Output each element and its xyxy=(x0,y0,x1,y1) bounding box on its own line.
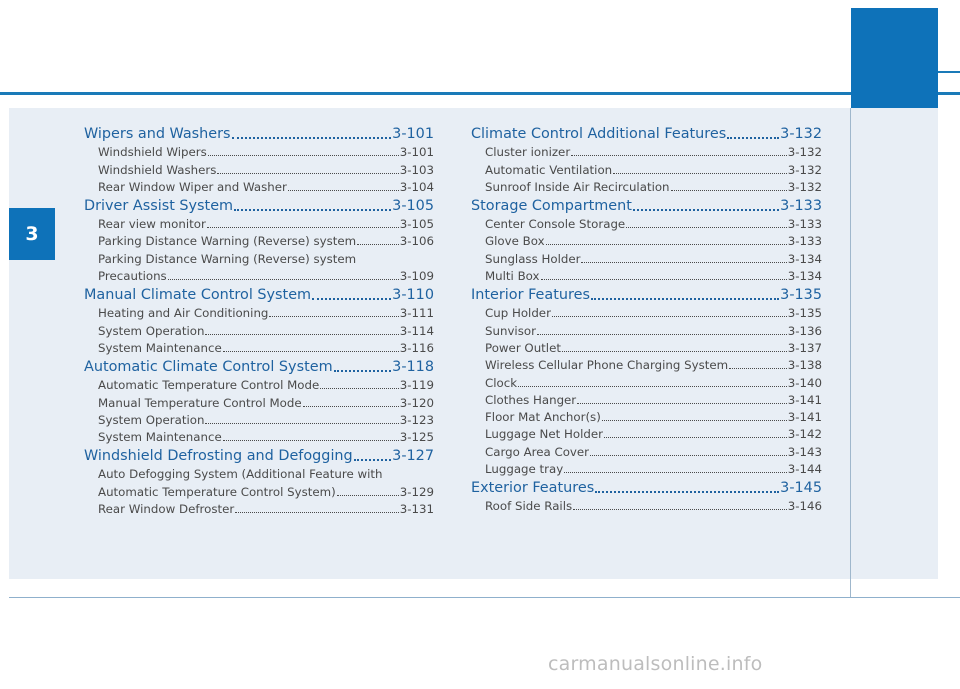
toc-item-title: System Operation xyxy=(98,323,205,338)
toc-item[interactable] xyxy=(84,142,434,159)
leader-dots xyxy=(235,512,399,513)
toc-item[interactable] xyxy=(471,177,822,194)
toc-item[interactable] xyxy=(84,392,434,409)
toc-item-title: Glove Box xyxy=(485,234,545,249)
toc-item-page: 3-129 xyxy=(399,484,434,499)
leader-dots xyxy=(537,334,787,335)
toc-section-title: Driver Assist System xyxy=(84,197,234,214)
toc-item[interactable] xyxy=(84,231,434,248)
leader-dots xyxy=(729,368,787,369)
toc-item[interactable] xyxy=(471,496,822,513)
leader-dots xyxy=(223,351,399,352)
leader-dots xyxy=(602,420,787,421)
toc-item-title: Rear Window Defroster xyxy=(98,502,235,517)
toc-item-page: 3-120 xyxy=(399,395,434,410)
leader-dots xyxy=(223,440,399,441)
toc-right-column xyxy=(471,122,822,513)
leader-dots xyxy=(357,244,399,245)
toc-item-title: Floor Mat Anchor(s) xyxy=(485,410,601,425)
leader-dots xyxy=(671,190,787,191)
toc-item[interactable] xyxy=(471,355,822,372)
toc-item[interactable] xyxy=(471,372,822,389)
toc-item-title: System Maintenance xyxy=(98,340,222,355)
toc-item-page: 3-144 xyxy=(787,462,822,477)
leader-dots xyxy=(518,386,787,387)
toc-section-title: Climate Control Additional Features xyxy=(471,126,727,142)
toc-item-page: 3-106 xyxy=(399,234,434,249)
leader-dots xyxy=(577,403,787,404)
chapter-tab-line xyxy=(938,71,960,73)
toc-item[interactable] xyxy=(471,459,822,476)
toc-item-page: 3-103 xyxy=(399,162,434,177)
leader-dots xyxy=(269,316,398,317)
toc-section[interactable] xyxy=(84,355,434,375)
leader-dots xyxy=(595,491,779,493)
toc-item-title: Heating and Air Conditioning xyxy=(98,306,269,321)
toc-section-page: 3-110 xyxy=(392,287,434,304)
leader-dots xyxy=(312,298,391,300)
toc-item-page: 3-132 xyxy=(787,162,822,177)
toc-item-page: 3-109 xyxy=(399,269,434,284)
leader-dots xyxy=(334,370,392,372)
toc-item-title: Rear Window Wiper and Washer xyxy=(98,179,287,194)
toc-item[interactable] xyxy=(471,303,822,320)
toc-item[interactable] xyxy=(84,214,434,231)
toc-item-title: Automatic Temperature Control Mode xyxy=(98,378,320,393)
toc-item-page: 3-132 xyxy=(787,145,822,160)
toc-item[interactable] xyxy=(471,320,822,337)
leader-dots xyxy=(288,190,399,191)
toc-item-title: Clock xyxy=(485,375,518,390)
toc-item-title: Parking Distance Warning (Reverse) system xyxy=(98,234,357,249)
toc-section-page: 3-101 xyxy=(392,126,434,142)
toc-item[interactable] xyxy=(471,159,822,176)
toc-item[interactable] xyxy=(84,159,434,176)
leader-dots xyxy=(208,155,399,156)
chapter-tab xyxy=(851,8,938,109)
toc-item-page: 3-133 xyxy=(787,234,822,249)
toc-item-page: 3-143 xyxy=(787,444,822,459)
leader-dots xyxy=(633,209,779,211)
toc-item[interactable] xyxy=(84,499,434,516)
toc-item-title: Sunglass Holder xyxy=(485,251,581,266)
toc-item-title: Rear view monitor xyxy=(98,217,206,232)
toc-item[interactable] xyxy=(84,375,434,392)
toc-section[interactable] xyxy=(84,283,434,303)
leader-dots xyxy=(205,423,398,424)
toc-item-page: 3-137 xyxy=(787,340,822,355)
toc-item-title: Cup Holder xyxy=(485,306,551,321)
toc-section-page: 3-118 xyxy=(392,358,434,375)
toc-item[interactable] xyxy=(471,390,822,407)
toc-section-title: Windshield Defrosting and Defogging xyxy=(84,448,353,465)
toc-item-title: Power Outlet xyxy=(485,340,561,355)
toc-item-title: Cluster ionizer xyxy=(485,145,571,160)
toc-item[interactable] xyxy=(471,231,822,248)
leader-dots xyxy=(303,406,399,407)
leader-dots xyxy=(727,137,779,139)
toc-item-page: 3-136 xyxy=(787,323,822,338)
toc-item-page: 3-134 xyxy=(787,251,822,266)
toc-item-page: 3-123 xyxy=(399,412,434,427)
toc-section[interactable] xyxy=(84,444,434,464)
leader-dots xyxy=(590,455,787,456)
toc-item[interactable] xyxy=(471,266,822,283)
toc-section-title: Manual Climate Control System xyxy=(84,287,312,304)
toc-item-page: 3-131 xyxy=(399,502,434,517)
toc-item[interactable] xyxy=(84,303,434,320)
toc-item-title: Clothes Hanger xyxy=(485,392,577,407)
toc-item-page: 3-116 xyxy=(399,340,434,355)
toc-item-page: 3-105 xyxy=(399,217,434,232)
toc-section-page: 3-133 xyxy=(780,197,822,214)
toc-item[interactable] xyxy=(84,427,434,444)
leader-dots xyxy=(168,279,399,280)
toc-item-page: 3-119 xyxy=(399,378,434,393)
toc-section-page: 3-135 xyxy=(780,287,822,304)
toc-item-title: Sunroof Inside Air Recirculation xyxy=(485,179,670,194)
leader-dots xyxy=(562,351,787,352)
toc-item[interactable] xyxy=(84,410,434,427)
toc-item[interactable] xyxy=(84,320,434,337)
leader-dots xyxy=(541,279,787,280)
leader-dots xyxy=(613,173,787,174)
margin-divider xyxy=(850,108,851,598)
leader-dots xyxy=(571,155,787,156)
leader-dots xyxy=(604,437,787,438)
toc-item-title: System Operation xyxy=(98,412,205,427)
toc-item-page: 3-142 xyxy=(787,427,822,442)
toc-item-title: System Maintenance xyxy=(98,430,222,445)
leader-dots xyxy=(207,227,399,228)
leader-dots xyxy=(564,472,786,473)
toc-item-title: Center Console Storage xyxy=(485,217,626,232)
toc-item-title: Luggage tray xyxy=(485,462,564,477)
toc-item[interactable] xyxy=(471,407,822,424)
toc-item[interactable] xyxy=(84,266,434,283)
leader-dots xyxy=(581,262,786,263)
leader-dots xyxy=(354,459,391,461)
toc-section[interactable] xyxy=(471,194,822,214)
toc-section-title: Interior Features xyxy=(471,287,590,304)
toc-section-page: 3-132 xyxy=(780,126,822,142)
leader-dots xyxy=(626,227,787,228)
watermark: carmanualsonline.info xyxy=(548,653,763,675)
toc-item-title: Sunvisor xyxy=(485,323,536,338)
toc-item-title: Automatic Temperature Control System) xyxy=(98,484,336,499)
toc-item-page: 3-114 xyxy=(399,323,434,338)
toc-section[interactable] xyxy=(471,476,822,496)
toc-item[interactable] xyxy=(84,481,434,498)
toc-item-title: Multi Box xyxy=(485,269,540,284)
toc-item-page: 3-104 xyxy=(399,179,434,194)
leader-dots xyxy=(546,244,787,245)
toc-item-page: 3-134 xyxy=(787,269,822,284)
leader-dots xyxy=(591,298,779,300)
toc-section[interactable] xyxy=(471,122,822,142)
toc-item-title: Manual Temperature Control Mode xyxy=(98,395,302,410)
toc-section-title: Exterior Features xyxy=(471,480,595,497)
toc-section[interactable] xyxy=(471,283,822,303)
toc-section-page: 3-145 xyxy=(780,480,822,497)
leader-dots xyxy=(234,209,391,211)
toc-item-page: 3-111 xyxy=(399,306,434,321)
leader-dots xyxy=(337,495,399,496)
top-rule xyxy=(0,92,960,95)
toc-item-title: Cargo Area Cover xyxy=(485,444,590,459)
toc-section-page: 3-105 xyxy=(392,197,434,214)
leader-dots xyxy=(552,316,787,317)
toc-item-page: 3-133 xyxy=(787,217,822,232)
leader-dots xyxy=(320,388,398,389)
toc-item-title: Precautions xyxy=(98,269,167,284)
toc-item-page: 3-141 xyxy=(787,410,822,425)
toc-section-title: Wipers and Washers xyxy=(84,126,231,142)
toc-item[interactable] xyxy=(84,338,434,355)
toc-item-title: Windshield Wipers xyxy=(98,145,207,160)
toc-item-page: 3-146 xyxy=(787,499,822,514)
toc-item-line: Auto Defogging System (Additional Feature with xyxy=(98,467,383,482)
toc-item-page: 3-141 xyxy=(787,392,822,407)
toc-item-line: Parking Distance Warning (Reverse) system xyxy=(98,251,357,266)
leader-dots xyxy=(573,509,787,510)
toc-item[interactable] xyxy=(471,338,822,355)
toc-item-title: Roof Side Rails xyxy=(485,499,573,514)
toc-section-title: Automatic Climate Control System xyxy=(84,358,333,375)
toc-section-title: Storage Compartment xyxy=(471,197,632,214)
bottom-rule xyxy=(9,597,960,598)
toc-item-page: 3-135 xyxy=(787,306,822,321)
toc-item-page: 3-140 xyxy=(787,375,822,390)
toc-left-column xyxy=(84,122,434,516)
toc-item-page: 3-138 xyxy=(787,358,822,373)
leader-dots xyxy=(232,137,392,139)
chapter-number-badge: 3 xyxy=(9,208,55,260)
toc-item-page: 3-101 xyxy=(399,145,434,160)
toc-item-page: 3-125 xyxy=(399,430,434,445)
toc-section-page: 3-127 xyxy=(392,448,434,465)
toc-section[interactable] xyxy=(84,122,434,142)
toc-item[interactable] xyxy=(471,248,822,265)
toc-item[interactable] xyxy=(84,177,434,194)
toc-item-title: Wireless Cellular Phone Charging System xyxy=(485,358,729,373)
toc-item[interactable] xyxy=(471,142,822,159)
leader-dots xyxy=(217,173,398,174)
toc-item[interactable] xyxy=(471,424,822,441)
toc-section[interactable] xyxy=(84,194,434,214)
leader-dots xyxy=(205,334,398,335)
toc-item-title: Automatic Ventilation xyxy=(485,162,613,177)
toc-item-page: 3-132 xyxy=(787,179,822,194)
toc-item-title: Windshield Washers xyxy=(98,162,217,177)
toc-item[interactable] xyxy=(471,214,822,231)
toc-item[interactable] xyxy=(471,441,822,458)
toc-item-title: Luggage Net Holder xyxy=(485,427,603,442)
